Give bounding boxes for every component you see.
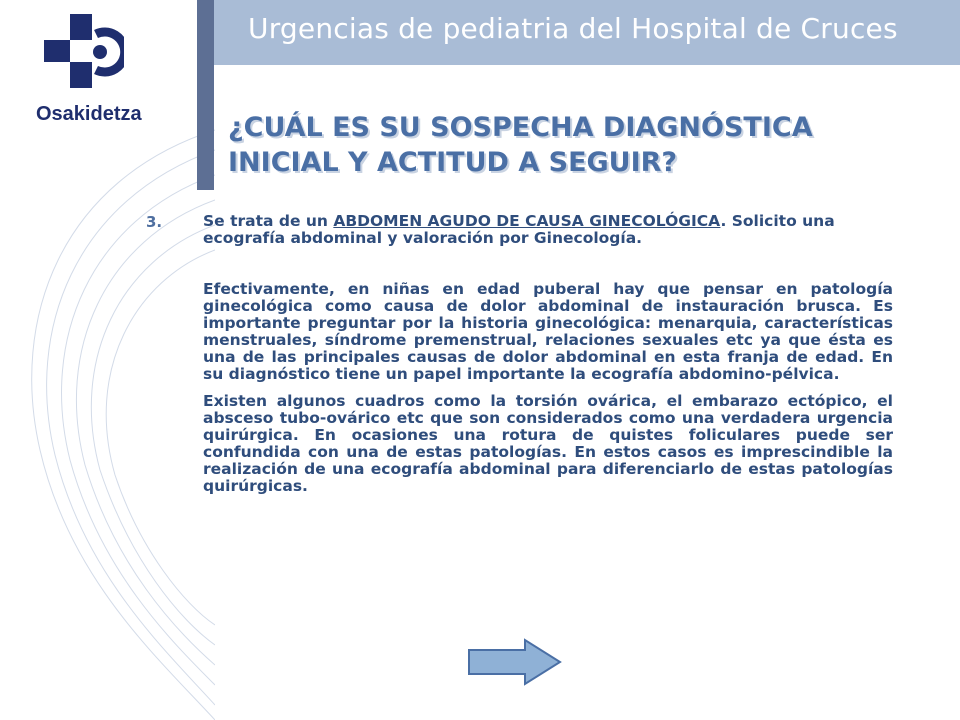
diagnosis-highlight: ABDOMEN AGUDO DE CAUSA GINECOLÓGICA (333, 212, 721, 230)
slide-title-line-1: ¿CUÁL ES SU SOSPECHA DIAGNÓSTICA (228, 112, 813, 143)
explanation-paragraph: Efectivamente, en niñas en edad puberal hay que pensar en patología ginecológica como causa de dolor abdominal de instauración brusca. Es importante preguntar por la historia ginecológica: menarquia, características menstruales, síndrome premenstrual, relaciones sexuales etc ya que ésta es una de las principales causas de dolor abdominal en esta franja de edad. En su diagnóstico tiene un papel importante la ecografía abdomino-pélvica. (203, 280, 893, 383)
diagnosis-prefix: Se trata de un (203, 212, 334, 230)
diagnosis-paragraph (203, 213, 893, 247)
slide-title-line-2: INICIAL Y ACTITUD A SEGUIR? (228, 147, 678, 178)
accent-bar (197, 0, 214, 190)
logo-wordmark: Osakidetza (36, 103, 142, 125)
osakidetza-logo-icon (44, 14, 124, 94)
header-title: Urgencias de pediatria del Hospital de Cruces (248, 12, 898, 45)
item-number: 3. (146, 213, 163, 231)
right-arrow-icon[interactable] (467, 638, 563, 686)
slide-body (203, 213, 893, 495)
decorative-swirl (0, 120, 215, 720)
slide-title (228, 110, 948, 180)
differential-paragraph: Existen algunos cuadros como la torsión ovárica, el embarazo ectópico, el absceso tubo-ovárico etc que son considerados como una verdadera urgencia quirúrgica. En ocasiones una rotura de quistes foliculares puede ser confundida con una de estas patologías. En estos casos es imprescindible la realización de una ecografía abdominal para diferenciarlo de estas patologías quirúrgicas. (203, 392, 893, 495)
diagnosis-suffix: . Solicito una ecografía abdominal y valoración por Ginecología. (203, 212, 835, 247)
